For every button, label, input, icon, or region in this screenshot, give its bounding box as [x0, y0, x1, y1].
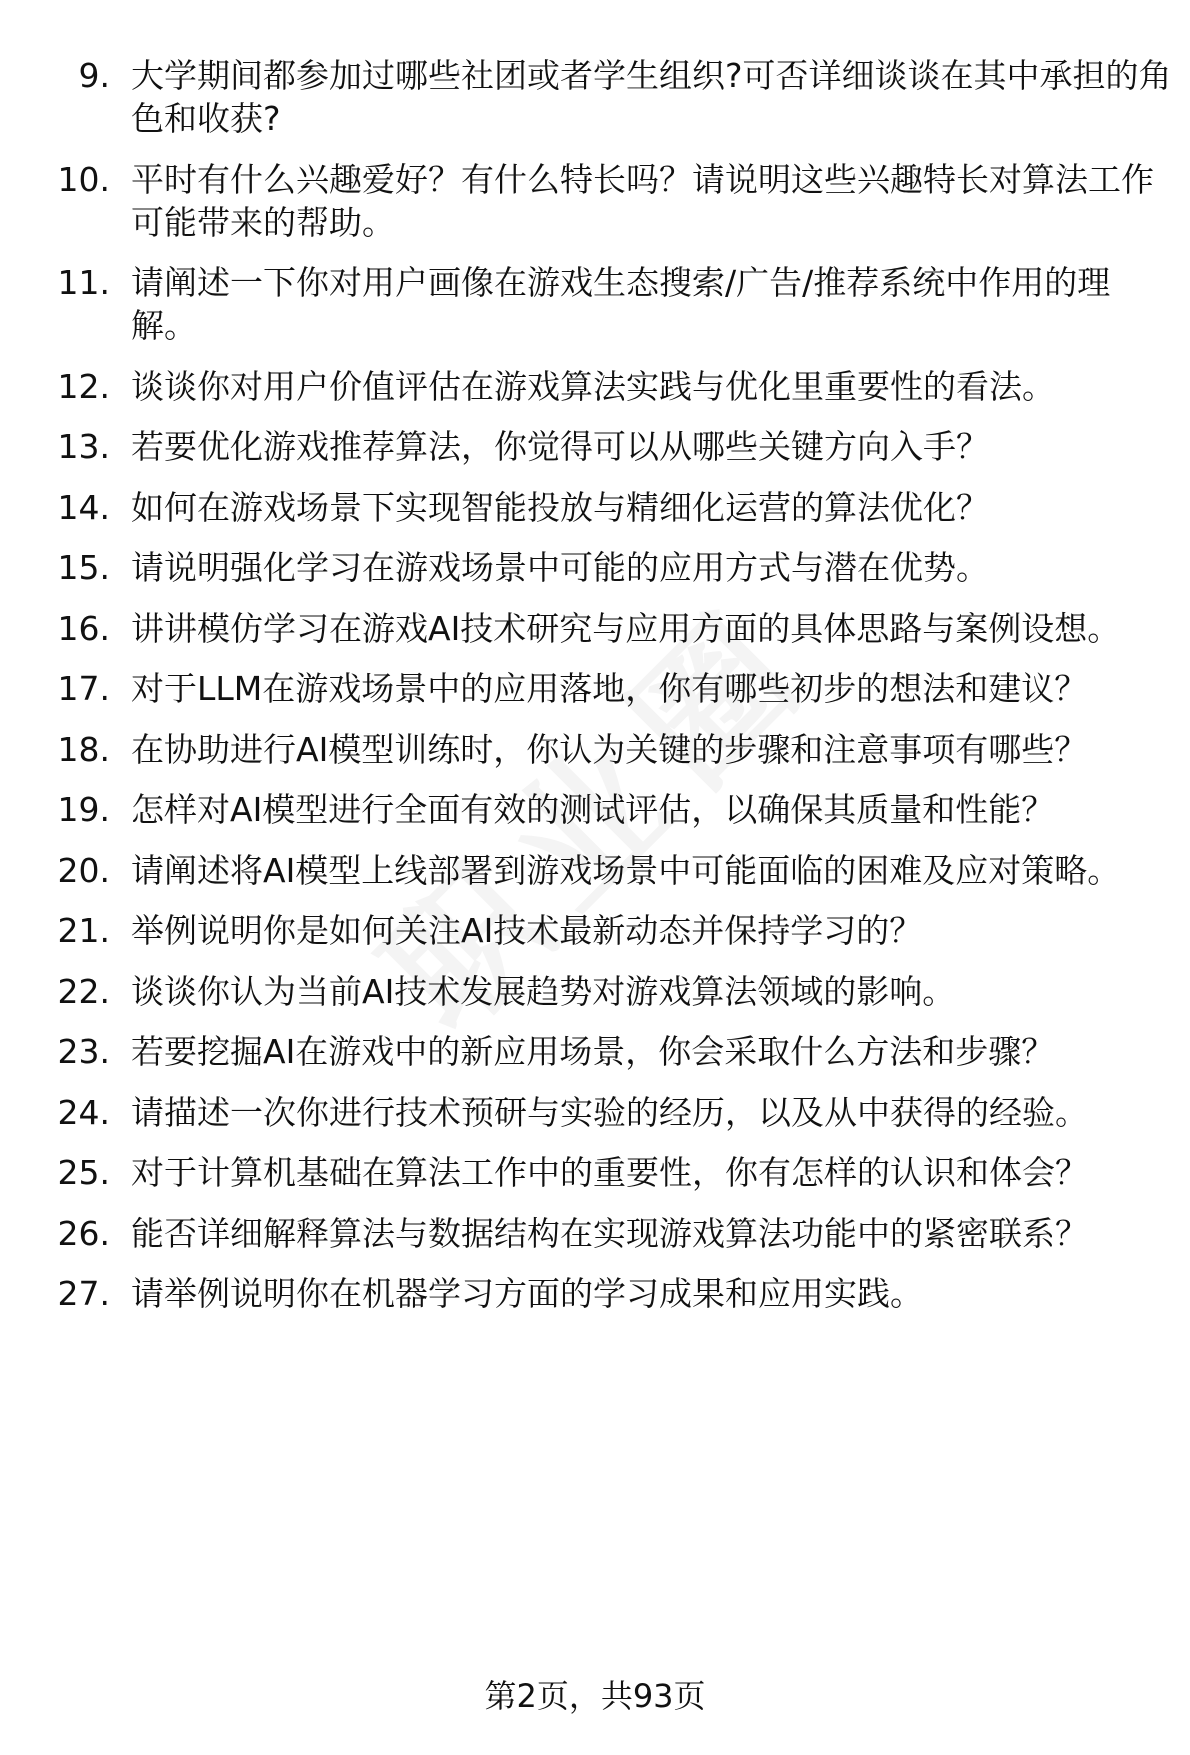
- question-text: 请阐述将AI模型上线部署到游戏场景中可能面临的困难及应对策略。: [131, 850, 1121, 890]
- question-item: [0, 158, 1190, 244]
- question-text: 在协助进行AI模型训练时，你认为关键的步骤和注意事项有哪些？: [131, 729, 1088, 769]
- question-text: 请阐述一下你对用户画像在游戏生态搜索/广告/推荐系统中作用的理解。: [131, 263, 1111, 345]
- question-text: 能否详细解释算法与数据结构在实现游戏算法功能中的紧密联系？: [131, 1213, 1088, 1253]
- question-item: [0, 546, 1190, 589]
- question-text: 讲讲模仿学习在游戏AI技术研究与应用方面的具体思路与案例设想。: [131, 608, 1121, 648]
- question-item: [0, 1151, 1190, 1194]
- question-item: [0, 667, 1190, 710]
- question-number: 23.: [57, 1032, 110, 1071]
- question-text: 怎样对AI模型进行全面有效的测试评估，以确保其质量和性能？: [131, 790, 1055, 829]
- question-text: 请举例说明你在机器学习方面的学习成果和应用实践。: [131, 1274, 923, 1313]
- question-text: 若要优化游戏推荐算法，你觉得可以从哪些关键方向入手？: [131, 427, 989, 466]
- question-text: 大学期间都参加过哪些社团或者学生组织?可否详细谈谈在其中承担的角色和收获?: [131, 56, 1172, 138]
- question-item: [0, 54, 1190, 140]
- question-list: [0, 54, 1190, 1333]
- question-number: 15.: [57, 548, 110, 587]
- question-number: 14.: [57, 487, 110, 527]
- question-item: [0, 788, 1190, 831]
- question-item: [0, 909, 1190, 952]
- question-text: 对于LLM在游戏场景中的应用落地，你有哪些初步的想法和建议？: [131, 669, 1088, 708]
- question-number: 24.: [57, 1092, 110, 1132]
- question-text: 请描述一次你进行技术预研与实验的经历，以及从中获得的经验。: [131, 1092, 1088, 1132]
- question-number: 9.: [78, 56, 110, 95]
- question-item: [0, 607, 1190, 650]
- question-number: 26.: [57, 1213, 110, 1253]
- question-number: 25.: [57, 1153, 110, 1192]
- question-item: [0, 425, 1190, 468]
- question-item: [0, 1212, 1190, 1255]
- question-item: [0, 970, 1190, 1013]
- question-item: [0, 849, 1190, 892]
- question-number: 22.: [57, 971, 110, 1011]
- question-item: [0, 728, 1190, 771]
- question-text: 谈谈你认为当前AI技术发展趋势对游戏算法领域的影响。: [131, 971, 956, 1011]
- question-item: [0, 1272, 1190, 1315]
- question-item: [0, 365, 1190, 408]
- question-text: 对于计算机基础在算法工作中的重要性，你有怎样的认识和体会？: [131, 1153, 1088, 1192]
- question-number: 16.: [57, 608, 110, 648]
- question-number: 20.: [57, 850, 110, 890]
- question-text: 谈谈你对用户价值评估在游戏算法实践与优化里重要性的看法。: [131, 366, 1055, 406]
- question-number: 12.: [57, 366, 110, 406]
- question-item: [0, 1091, 1190, 1134]
- question-text: 平时有什么兴趣爱好？有什么特长吗？请说明这些兴趣特长对算法工作可能带来的帮助。: [131, 159, 1154, 242]
- question-item: [0, 1030, 1190, 1073]
- question-number: 10.: [57, 159, 110, 199]
- question-number: 17.: [57, 669, 110, 708]
- question-number: 11.: [57, 263, 110, 302]
- question-text: 如何在游戏场景下实现智能投放与精细化运营的算法优化？: [131, 487, 989, 527]
- question-number: 21.: [57, 911, 110, 950]
- question-text: 请说明强化学习在游戏场景中可能的应用方式与潜在优势。: [131, 548, 989, 587]
- question-item: [0, 486, 1190, 529]
- question-number: 18.: [57, 729, 110, 769]
- question-text: 若要挖掘AI在游戏中的新应用场景，你会采取什么方法和步骤？: [131, 1032, 1055, 1071]
- question-text: 举例说明你是如何关注AI技术最新动态并保持学习的？: [131, 911, 923, 950]
- question-item: [0, 261, 1190, 347]
- question-number: 13.: [57, 427, 110, 466]
- question-number: 19.: [57, 790, 110, 829]
- page-footer: 第2页，共93页: [484, 1677, 706, 1715]
- question-number: 27.: [57, 1274, 110, 1313]
